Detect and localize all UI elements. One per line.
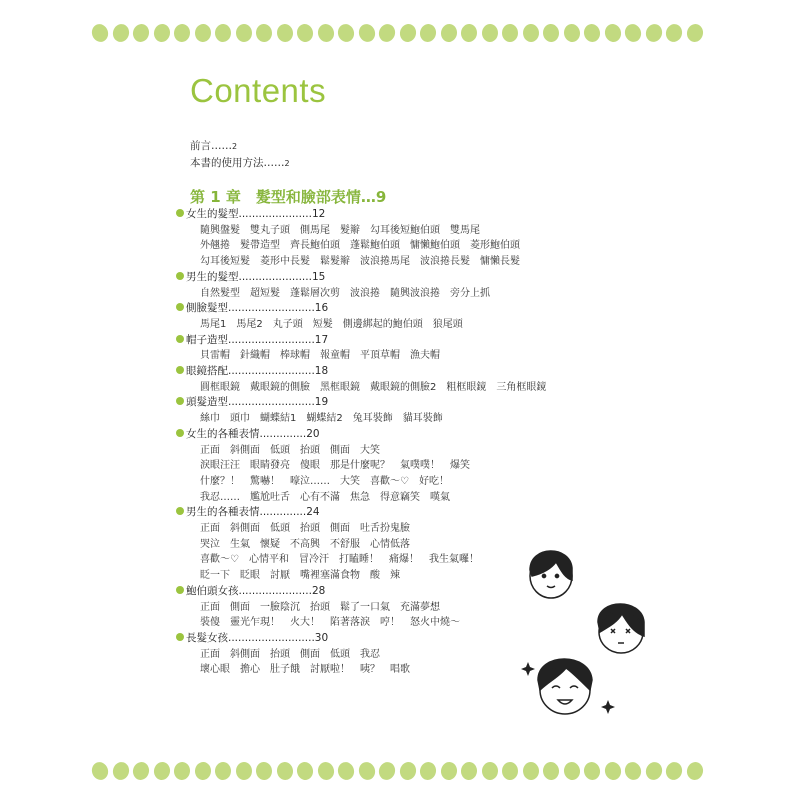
border-dot [152, 23, 171, 44]
bullet-icon [176, 507, 184, 515]
section-page: 16 [314, 302, 329, 315]
toc-section[interactable] [176, 207, 576, 223]
bullet-icon [176, 209, 184, 217]
section-items: 勾耳後短髮 菱形中長髮 鬆髮辮 波浪捲馬尾 波浪捲長髮 慵懶長髮 [200, 256, 520, 268]
section-items: 隨興盤髮 雙丸子頭 側馬尾 髮辮 勾耳後短鮑伯頭 雙馬尾 [200, 224, 480, 236]
chapter-heading: 第 1 章 髮型和臉部表情…9 [190, 188, 387, 206]
border-dot [275, 761, 293, 781]
toc-section[interactable] [176, 505, 576, 521]
section-items: 正面 斜側面 抬頭 側面 低頭 我忍 [200, 648, 380, 660]
section-page: 20 [306, 427, 320, 440]
section-page: 12 [311, 208, 326, 220]
section-name: 鮑伯頭女孩 [186, 584, 239, 597]
section-items: 自然髮型 超短髮 蓬鬆層次剪 波浪捲 隨興波浪捲 旁分上抓 [200, 287, 490, 299]
section-name: 眼鏡搭配 [186, 365, 228, 378]
section-items: 壞心眼 擔心 肚子餓 討厭啦！ 咦？ 唱歌 [200, 664, 410, 676]
section-name: 頭髮造型 [186, 396, 228, 409]
intro-item[interactable]: 前言……2 [190, 140, 238, 152]
border-dot [582, 761, 601, 782]
section-page: 30 [314, 631, 329, 644]
border-dot [623, 760, 644, 782]
border-dot [643, 22, 664, 44]
section-items: 淚眼汪汪 眼睛發亮 傻眼 那是什麼呢？ 氣噗噗！ 爆笑 [200, 460, 470, 472]
border-dot [152, 761, 171, 782]
dot-leader: .............. [259, 427, 307, 440]
border-dot [89, 760, 110, 782]
section-items: 我忍…… 尷尬吐舌 心有不滿 焦急 得意竊笑 嘆氣 [200, 491, 450, 503]
bullet-icon [176, 303, 184, 311]
bullet-icon [176, 335, 184, 343]
dot-leader: .......................... [228, 333, 315, 346]
border-dot [316, 760, 336, 781]
border-dot [522, 762, 539, 781]
dot-leader: ...................... [238, 208, 312, 220]
toc-section[interactable] [176, 364, 576, 380]
section-name: 長髮女孩 [186, 631, 228, 644]
section-items: 正面 斜側面 低頭 抬頭 側面 吐舌扮鬼臉 [200, 523, 410, 535]
border-dot [110, 22, 131, 44]
border-dot [356, 22, 377, 44]
bullet-icon [176, 429, 184, 437]
section-items: 眨一下 眨眼 討厭 嘴裡塞滿食物 酸 辣 [200, 570, 400, 582]
table-of-contents [176, 207, 576, 678]
section-name: 帽子造型 [186, 333, 228, 346]
border-dot [173, 761, 191, 781]
section-items: 絲巾 頭巾 蝴蝶結1 蝴蝶結2 兔耳裝飾 貓耳裝飾 [200, 413, 443, 425]
border-dot [562, 23, 581, 43]
toc-section[interactable] [176, 333, 576, 349]
dot-leader: .......................... [228, 396, 315, 409]
section-page: 18 [314, 365, 329, 378]
border-dot [664, 760, 684, 782]
top-dot-border [0, 22, 800, 44]
border-dot [542, 23, 560, 43]
border-dot [460, 761, 478, 781]
dot-leader: .............. [259, 506, 307, 519]
girl-face-icon [598, 604, 644, 653]
faces-illustration [520, 540, 650, 730]
section-items: 哭泣 生氣 懷疑 不高興 不舒服 心情低落 [200, 538, 410, 550]
border-dot [623, 22, 644, 44]
intro-list [190, 138, 290, 172]
bullet-icon [176, 397, 184, 405]
section-name: 女生的髮型 [186, 208, 239, 220]
bullet-icon [176, 366, 184, 374]
dot-leader: .......................... [228, 631, 315, 644]
border-dot [522, 24, 539, 43]
border-dot [685, 22, 705, 43]
border-dot [215, 24, 232, 43]
border-dot [336, 22, 356, 44]
toc-section[interactable] [176, 301, 576, 317]
section-items: 圓框眼鏡 戴眼鏡的側臉 黑框眼鏡 戴眼鏡的側臉2 粗框眼鏡 三角框眼鏡 [200, 381, 547, 393]
section-items: 喜歡～♡ 心情平和 冒冷汗 打瞌睡！ 痛爆！ 我生氣囉！ [200, 554, 479, 566]
border-dot [89, 22, 110, 44]
section-page: 19 [314, 396, 329, 409]
section-items: 正面 斜側面 低頭 抬頭 側面 大笑 [200, 444, 380, 456]
border-dot [316, 22, 336, 43]
border-dot [296, 23, 315, 44]
section-items: 貝雷帽 針織帽 棒球帽 報童帽 平頂草帽 漁夫帽 [200, 350, 440, 362]
border-dot [418, 761, 437, 782]
border-dot [643, 760, 664, 782]
dot-leader: .......................... [228, 365, 315, 378]
border-dot [481, 762, 498, 781]
border-dot [235, 762, 251, 780]
toc-section[interactable] [176, 631, 576, 647]
border-dot [110, 760, 131, 782]
border-dot [336, 760, 356, 782]
bottom-dot-border [0, 760, 800, 782]
section-items: 什麼？！ 驚嚇！ 嚎泣…… 大笑 喜歡～♡ 好吃！ [200, 475, 449, 487]
border-dot [131, 22, 151, 43]
border-dot [502, 762, 518, 780]
border-dot [418, 23, 437, 44]
border-dot [602, 760, 622, 782]
section-items: 馬尾1 馬尾2 丸子頭 短髮 側邊綁起的鮑伯頭 狼尾頭 [200, 318, 463, 330]
dot-leader: ...................... [238, 584, 312, 597]
section-page: 28 [311, 584, 326, 597]
page-title: Contents [190, 72, 327, 109]
dot-leader: .......................... [228, 302, 315, 315]
section-page: 24 [306, 506, 320, 519]
section-items: 正面 側面 一臉陰沉 抬頭 鬆了一口氣 充滿夢想 [200, 601, 440, 613]
section-name: 女生的各種表情 [186, 427, 260, 440]
border-dot [173, 23, 191, 43]
toc-section[interactable] [176, 584, 576, 600]
border-dot [562, 761, 581, 781]
border-dot [460, 23, 478, 43]
border-dot [194, 23, 212, 42]
border-dot [481, 24, 498, 43]
border-dot [502, 24, 518, 42]
section-name: 側臉髮型 [186, 302, 228, 315]
border-dot [602, 22, 622, 44]
border-dot [215, 762, 232, 781]
border-dot [296, 761, 315, 782]
section-items: 外翹捲 髮帶造型 齊長鮑伯頭 蓬鬆鮑伯頭 慵懶鮑伯頭 菱形鮑伯頭 [200, 240, 520, 252]
toc-section[interactable] [176, 427, 576, 443]
toc-section[interactable] [176, 395, 576, 411]
border-dot [685, 760, 705, 781]
border-dot [356, 760, 377, 782]
border-dot [255, 23, 272, 42]
border-dot [255, 761, 272, 780]
border-dot [377, 760, 398, 782]
border-dot [275, 23, 293, 43]
border-dot [377, 22, 398, 44]
border-dot [664, 22, 684, 44]
intro-item[interactable]: 本書的使用方法……2 [190, 157, 290, 169]
border-dot [582, 23, 601, 44]
border-dot [439, 23, 458, 43]
border-dot [542, 761, 560, 781]
section-items: 裝傻 靈光乍現！ 火大！ 陷著落淚 哼！ 怒火中燒～ [200, 617, 460, 629]
girl-face-icon [538, 659, 592, 714]
border-dot [194, 761, 212, 780]
border-dot [397, 760, 417, 782]
section-page: 17 [314, 333, 329, 346]
section-page: 15 [311, 270, 326, 283]
dot-leader: ...................... [238, 270, 312, 283]
bullet-icon [176, 272, 184, 280]
section-name: 男生的各種表情 [186, 506, 260, 519]
border-dot [397, 22, 417, 44]
section-name: 男生的髮型 [186, 270, 239, 283]
border-dot [439, 761, 458, 781]
border-dot [235, 24, 251, 42]
bullet-icon [176, 586, 184, 594]
bullet-icon [176, 633, 184, 641]
border-dot [131, 760, 151, 781]
toc-section[interactable] [176, 270, 576, 286]
girl-face-icon [530, 551, 572, 598]
